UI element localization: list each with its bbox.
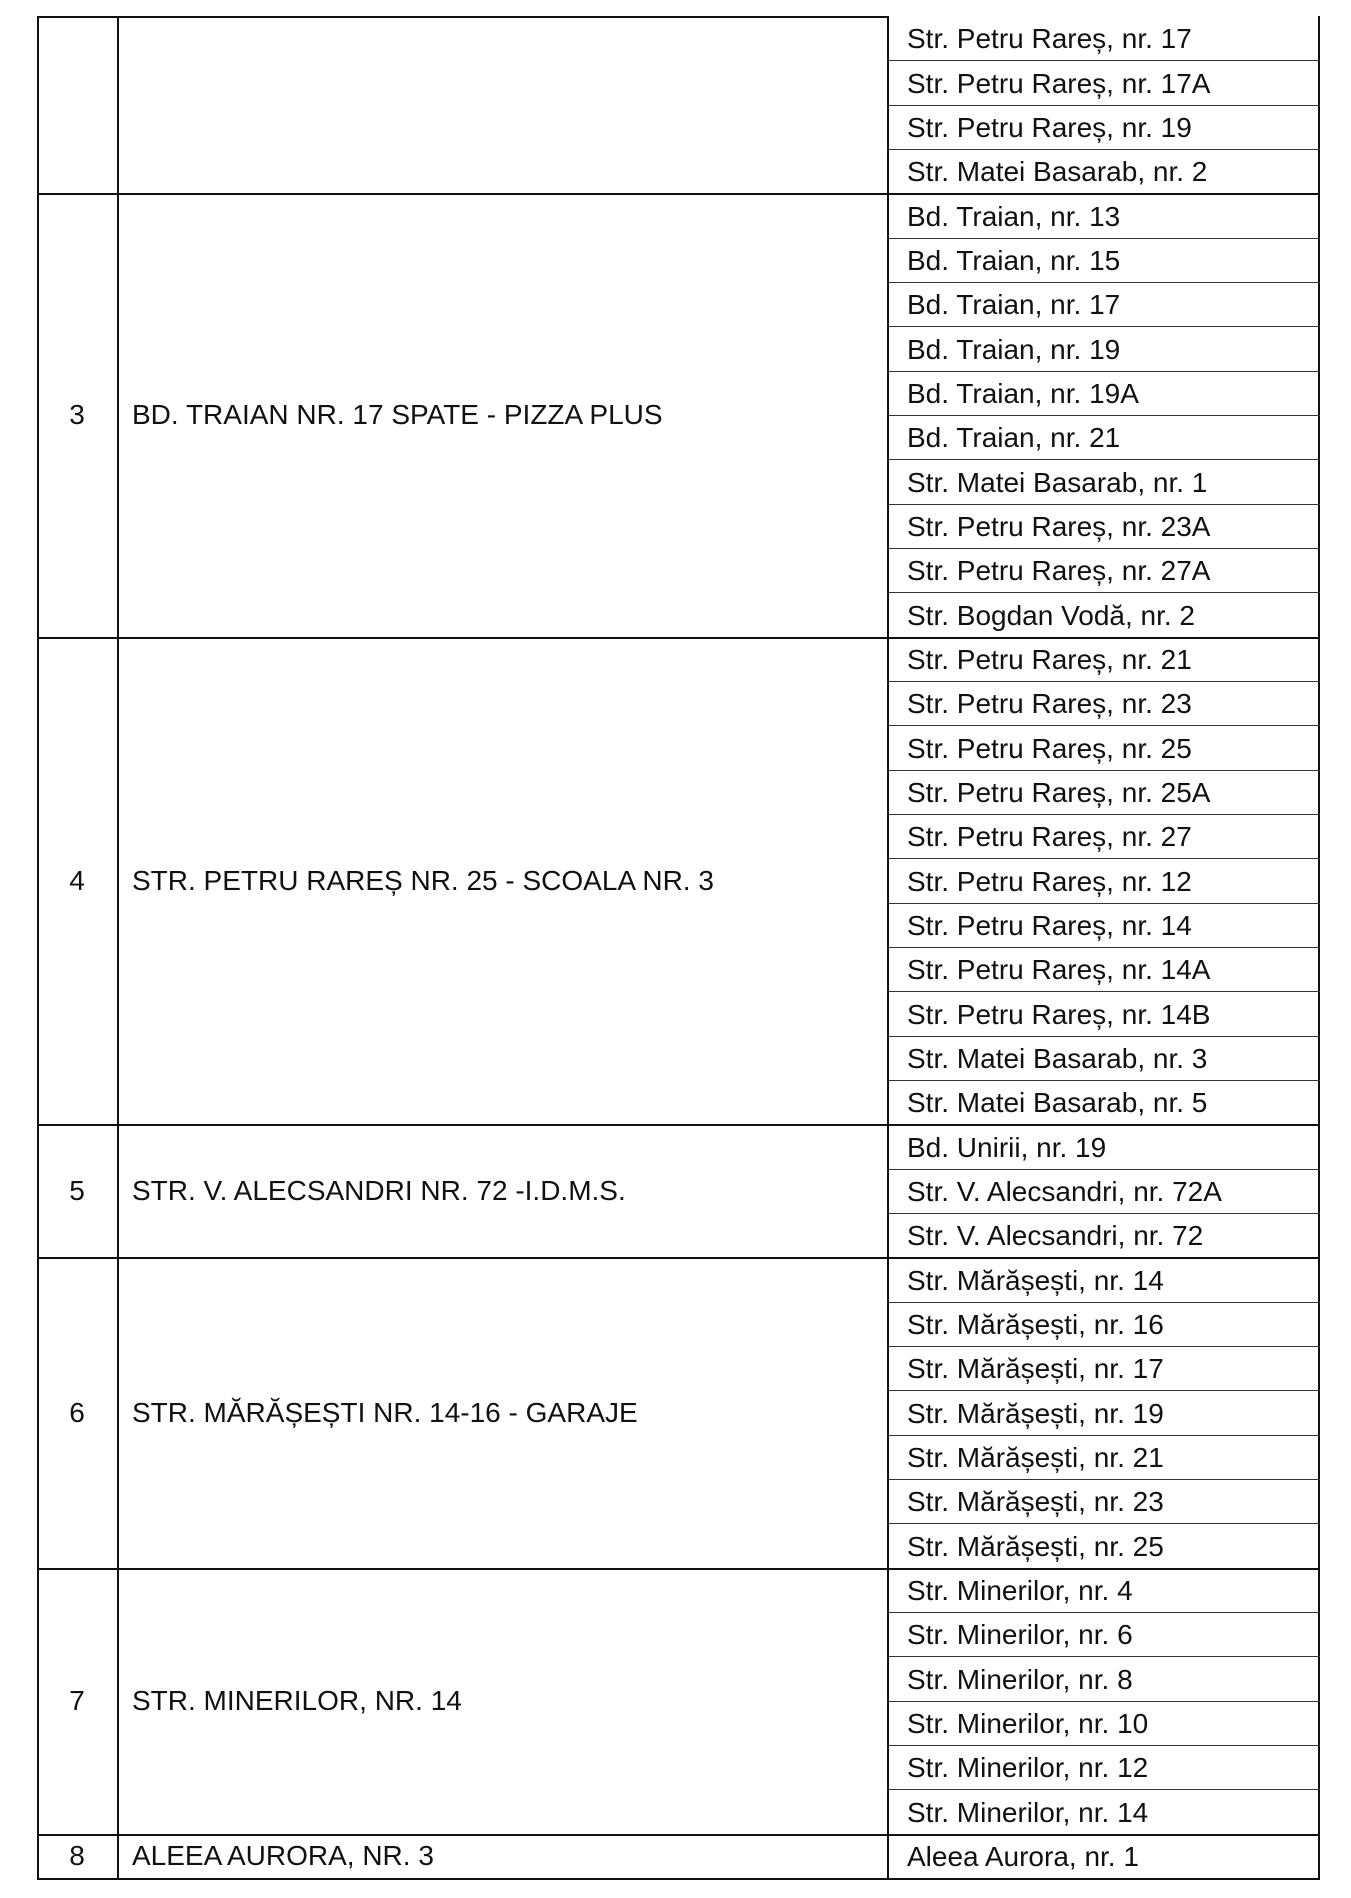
address-cell: Bd. Traian, nr. 19 — [907, 333, 1121, 365]
address-row-divider — [887, 238, 1320, 239]
address-cell: Str. Petru Rareș, nr. 17 — [907, 23, 1192, 55]
address-cell: Str. Petru Rareș, nr. 19 — [907, 111, 1192, 143]
address-cell: Str. Mărășești, nr. 23 — [907, 1486, 1164, 1518]
column-divider-number — [117, 16, 119, 1878]
table-border-left — [37, 16, 39, 1878]
address-row-divider — [887, 1390, 1320, 1391]
address-row-divider — [887, 1612, 1320, 1613]
location-name: ALEEA AURORA, NR. 3 — [132, 1839, 434, 1871]
address-cell: Bd. Traian, nr. 19A — [907, 377, 1139, 409]
address-row-divider — [887, 1036, 1320, 1037]
address-cell: Str. Petru Rareș, nr. 27 — [907, 821, 1192, 853]
address-cell: Str. Petru Rareș, nr. 25A — [907, 776, 1211, 808]
group-number: 3 — [69, 399, 85, 430]
address-cell: Str. Matei Basarab, nr. 3 — [907, 1042, 1208, 1074]
address-cell: Str. Petru Rareș, nr. 25 — [907, 732, 1192, 764]
address-cell: Str. Petru Rareș, nr. 23 — [907, 688, 1192, 720]
address-row-divider — [887, 592, 1320, 593]
address-row-divider — [887, 1435, 1320, 1436]
address-row-divider — [887, 1745, 1320, 1746]
address-row-divider — [887, 1169, 1320, 1170]
group-number: 6 — [69, 1396, 85, 1428]
location-name: STR. V. ALECSANDRI NR. 72 -I.D.M.S. — [132, 1174, 626, 1206]
address-row-divider — [887, 326, 1320, 327]
address-row-divider — [887, 459, 1320, 460]
address-cell: Bd. Traian, nr. 13 — [907, 200, 1121, 232]
address-cell: Str. Petru Rareș, nr. 14B — [907, 998, 1211, 1030]
address-row-divider — [887, 770, 1320, 771]
location-name: STR. MINERILOR, NR. 14 — [132, 1684, 462, 1716]
group-divider — [37, 1257, 1320, 1259]
address-row-divider — [887, 504, 1320, 505]
address-row-divider — [887, 903, 1320, 904]
address-cell: Str. Mărășești, nr. 19 — [907, 1397, 1164, 1429]
address-row-divider — [887, 105, 1320, 106]
address-cell: Str. Bogdan Vodă, nr. 2 — [907, 599, 1195, 631]
address-cell: Str. V. Alecsandri, nr. 72A — [907, 1175, 1222, 1207]
address-cell: Str. Minerilor, nr. 12 — [907, 1752, 1149, 1784]
address-cell: Bd. Traian, nr. 17 — [907, 289, 1121, 321]
address-cell: Str. Minerilor, nr. 6 — [907, 1619, 1133, 1651]
address-row-divider — [887, 725, 1320, 726]
address-row-divider — [887, 1302, 1320, 1303]
address-cell: Str. Matei Basarab, nr. 5 — [907, 1087, 1208, 1119]
address-cell: Str. Mărășești, nr. 25 — [907, 1530, 1164, 1562]
address-cell: Bd. Traian, nr. 21 — [907, 422, 1121, 454]
address-cell: Str. Petru Rareș, nr. 17A — [907, 67, 1211, 99]
address-cell: Str. Petru Rareș, nr. 14 — [907, 909, 1192, 941]
group-divider — [37, 637, 1320, 639]
address-row-divider — [887, 1213, 1320, 1214]
address-row-divider — [887, 1523, 1320, 1524]
location-name: BD. TRAIAN NR. 17 SPATE - PIZZA PLUS — [132, 399, 663, 430]
address-cell: Str. Minerilor, nr. 8 — [907, 1663, 1133, 1695]
location-name: STR. MĂRĂȘEȘTI NR. 14-16 - GARAJE — [132, 1396, 638, 1428]
address-cell: Str. Mărășești, nr. 16 — [907, 1308, 1164, 1340]
address-row-divider — [887, 814, 1320, 815]
address-cell: Str. Petru Rareș, nr. 27A — [907, 555, 1211, 587]
address-cell: Str. Petru Rareș, nr. 23A — [907, 510, 1211, 542]
group-number: 8 — [69, 1839, 85, 1871]
address-cell: Str. V. Alecsandri, nr. 72 — [907, 1220, 1204, 1252]
address-row-divider — [887, 371, 1320, 372]
group-divider — [37, 1124, 1320, 1126]
address-cell: Str. Mărășești, nr. 21 — [907, 1441, 1164, 1473]
address-cell: Str. Matei Basarab, nr. 1 — [907, 466, 1208, 498]
address-cell: Str. Mărășești, nr. 17 — [907, 1353, 1164, 1385]
address-row-divider — [887, 1479, 1320, 1480]
address-cell: Str. Mărășești, nr. 14 — [907, 1264, 1164, 1296]
group-divider — [37, 193, 1320, 195]
group-divider — [37, 1568, 1320, 1570]
address-row-divider — [887, 1656, 1320, 1657]
address-row-divider — [887, 681, 1320, 682]
address-row-divider — [887, 149, 1320, 150]
address-cell: Str. Minerilor, nr. 14 — [907, 1796, 1149, 1828]
address-row-divider — [887, 282, 1320, 283]
group-divider — [37, 1878, 1320, 1880]
location-name: STR. PETRU RAREȘ NR. 25 - SCOALA NR. 3 — [132, 864, 714, 896]
address-row-divider — [887, 548, 1320, 549]
group-divider — [37, 1834, 1320, 1836]
address-row-divider — [887, 1346, 1320, 1347]
address-cell: Str. Minerilor, nr. 10 — [907, 1707, 1149, 1739]
address-row-divider — [887, 415, 1320, 416]
address-cell: Str. Petru Rareș, nr. 12 — [907, 865, 1192, 897]
group-number: 4 — [69, 864, 85, 896]
address-row-divider — [887, 1080, 1320, 1081]
address-cell: Str. Minerilor, nr. 4 — [907, 1574, 1133, 1606]
address-row-divider — [887, 991, 1320, 992]
address-cell: Str. Petru Rareș, nr. 21 — [907, 643, 1192, 675]
address-row-divider — [887, 858, 1320, 859]
table-border-top — [37, 16, 889, 18]
address-cell: Aleea Aurora, nr. 1 — [907, 1840, 1139, 1872]
group-number: 5 — [69, 1174, 85, 1206]
address-cell: Bd. Unirii, nr. 19 — [907, 1131, 1107, 1163]
address-cell: Str. Petru Rareș, nr. 14A — [907, 954, 1211, 986]
group-number: 7 — [69, 1684, 85, 1716]
address-row-divider — [887, 1701, 1320, 1702]
address-row-divider — [887, 947, 1320, 948]
address-row-divider — [887, 60, 1320, 61]
address-cell: Str. Matei Basarab, nr. 2 — [907, 156, 1208, 188]
address-row-divider — [887, 1789, 1320, 1790]
address-cell: Bd. Traian, nr. 15 — [907, 244, 1121, 276]
